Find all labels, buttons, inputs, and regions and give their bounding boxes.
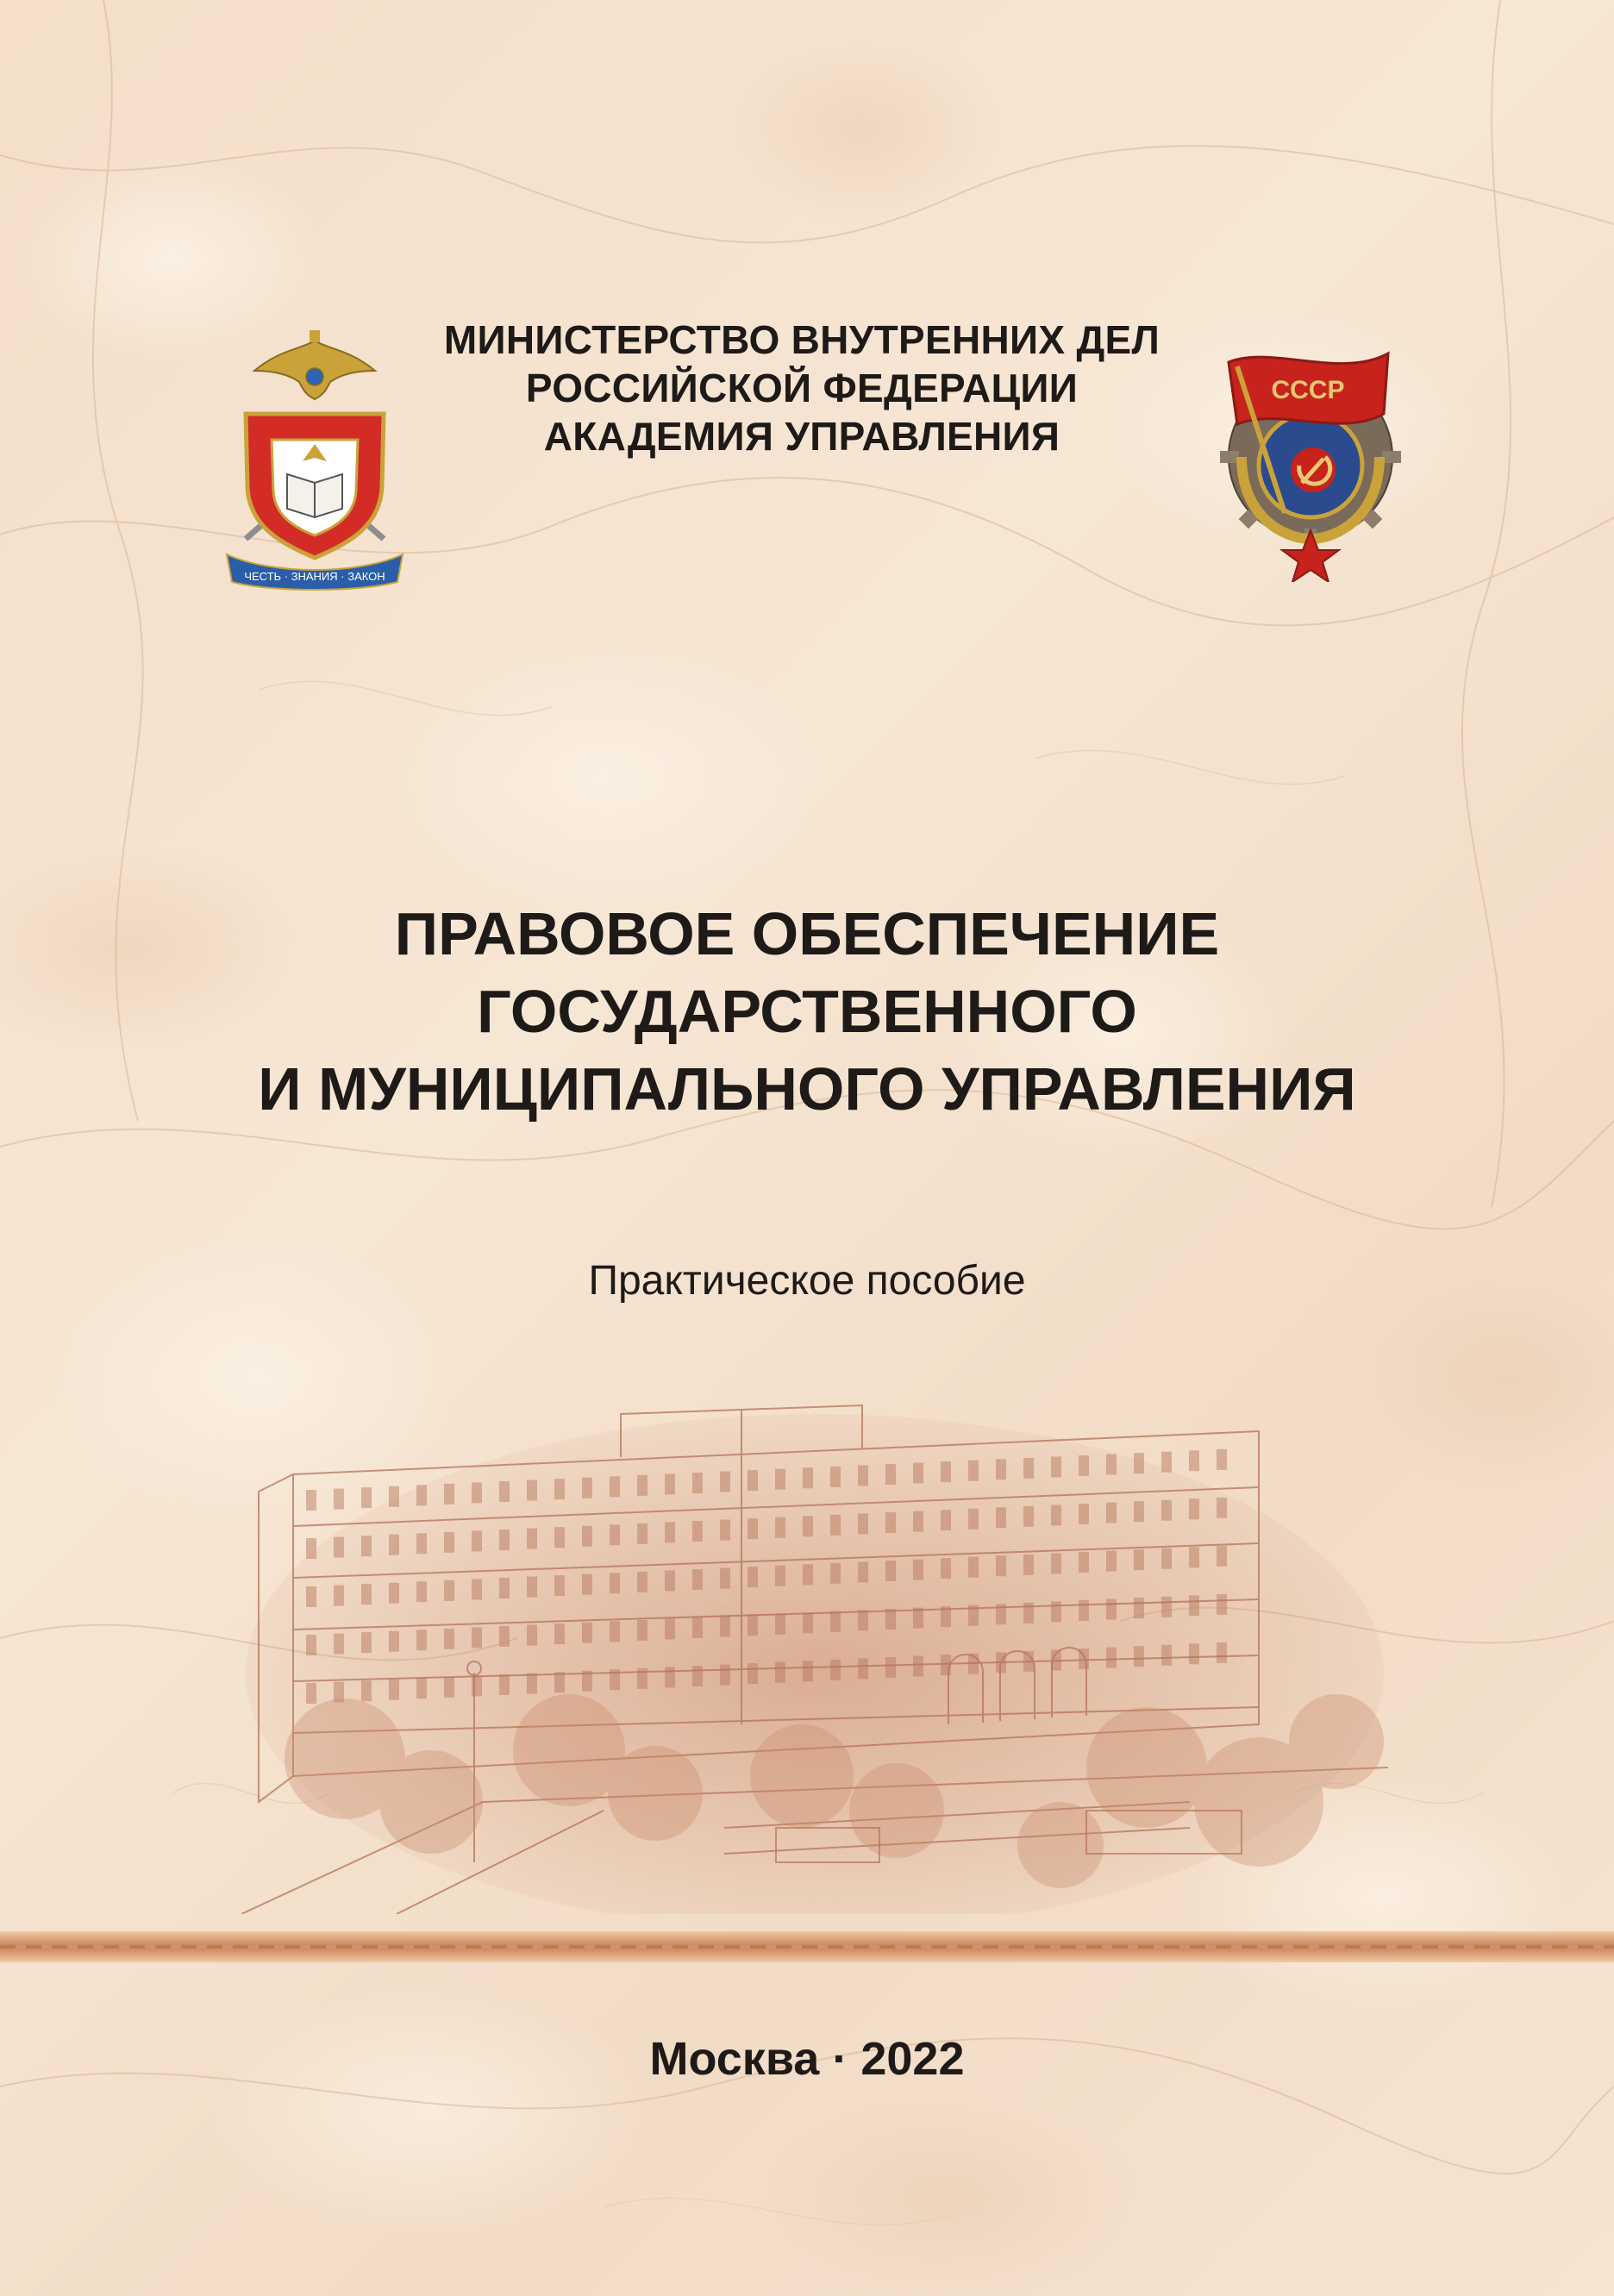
building-window	[1161, 1452, 1172, 1473]
building-window	[665, 1667, 675, 1687]
building-window	[472, 1482, 482, 1503]
building-window	[1217, 1594, 1227, 1615]
building-window	[306, 1683, 316, 1704]
building-window	[1051, 1553, 1061, 1573]
building-window	[1217, 1642, 1227, 1663]
building-window	[610, 1621, 620, 1642]
building-window	[748, 1663, 758, 1684]
building-window	[803, 1564, 813, 1585]
building-window	[885, 1657, 896, 1678]
building-window	[554, 1672, 565, 1692]
building-window	[334, 1634, 344, 1655]
building-window	[527, 1674, 537, 1694]
building-window	[1106, 1551, 1117, 1572]
building-window	[1106, 1648, 1117, 1668]
building-window	[1189, 1643, 1199, 1664]
building-window	[444, 1484, 454, 1505]
building-window	[968, 1605, 979, 1626]
building-window	[692, 1666, 703, 1686]
building-window	[610, 1573, 620, 1593]
ministry-header	[371, 316, 1233, 460]
building-window	[858, 1465, 868, 1486]
building-window	[913, 1656, 923, 1677]
building-window	[582, 1526, 592, 1547]
building-window	[996, 1604, 1006, 1624]
publication-city: Москва	[649, 2033, 820, 2085]
building-window	[1161, 1548, 1172, 1569]
building-window	[968, 1461, 979, 1481]
building-window	[1023, 1651, 1034, 1672]
building-window	[1023, 1555, 1034, 1575]
building-window	[913, 1511, 923, 1532]
building-window	[885, 1609, 896, 1630]
building-window	[334, 1489, 344, 1510]
publication-info	[548, 2032, 1066, 2086]
building-window	[527, 1529, 537, 1549]
building-window	[472, 1530, 482, 1551]
building-window	[361, 1536, 372, 1556]
building-window	[968, 1509, 979, 1530]
building-window	[1051, 1505, 1061, 1525]
building-window	[803, 1612, 813, 1633]
title-line-3: И МУНИЦИПАЛЬНОГО УПРАВЛЕНИЯ	[258, 1055, 1356, 1123]
building-window	[1134, 1453, 1144, 1473]
building-window	[720, 1617, 730, 1637]
building-window	[1023, 1458, 1034, 1479]
building-window	[941, 1655, 951, 1675]
building-window	[1079, 1504, 1089, 1524]
building-window	[885, 1464, 896, 1485]
building-window	[913, 1608, 923, 1629]
building-window	[610, 1669, 620, 1690]
building-window	[444, 1532, 454, 1553]
building-window	[665, 1570, 675, 1591]
building-window	[1217, 1498, 1227, 1518]
title-line-1: ПРАВОВОЕ ОБЕСПЕЧЕНИЕ	[394, 900, 1220, 967]
building-window	[1217, 1546, 1227, 1567]
building-window	[499, 1674, 510, 1695]
building-window	[554, 1527, 565, 1548]
building-window	[858, 1561, 868, 1582]
building-window	[582, 1478, 592, 1498]
building-window	[389, 1583, 399, 1604]
building-window	[472, 1579, 482, 1599]
building-window	[361, 1680, 372, 1701]
building-window	[830, 1515, 841, 1536]
building-window	[996, 1652, 1006, 1673]
banner-text: СССР	[1271, 376, 1345, 404]
building-window	[1079, 1455, 1089, 1476]
building-window	[554, 1575, 565, 1596]
building-window	[858, 1658, 868, 1679]
building-window	[1079, 1648, 1089, 1669]
building-window	[1023, 1506, 1034, 1527]
building-window	[1189, 1547, 1199, 1567]
building-window	[775, 1566, 785, 1586]
building-window	[1134, 1549, 1144, 1570]
building-window	[665, 1618, 675, 1639]
building-window	[858, 1513, 868, 1534]
building-window	[582, 1623, 592, 1643]
building-window	[996, 1459, 1006, 1480]
header-line-2: РОССИЙСКОЙ ФЕДЕРАЦИИ	[525, 366, 1079, 410]
building-window	[1106, 1599, 1117, 1620]
building-window	[941, 1461, 951, 1482]
building-window	[803, 1516, 813, 1536]
building-window	[996, 1555, 1006, 1576]
book-title	[160, 895, 1454, 1128]
building-window	[361, 1584, 372, 1605]
building-window	[499, 1578, 510, 1598]
building-window	[306, 1538, 316, 1559]
building-window	[692, 1569, 703, 1590]
building-window	[554, 1479, 565, 1499]
building-window	[444, 1677, 454, 1698]
building-window	[665, 1473, 675, 1494]
building-window	[416, 1678, 427, 1699]
building-window	[416, 1630, 427, 1650]
building-window	[996, 1507, 1006, 1528]
building-window	[830, 1563, 841, 1584]
building-window	[775, 1614, 785, 1635]
building-window	[1051, 1649, 1061, 1670]
building-window	[803, 1467, 813, 1488]
building-window	[748, 1470, 758, 1491]
building-window	[830, 1467, 841, 1487]
building-window	[858, 1610, 868, 1630]
building-window	[775, 1517, 785, 1538]
building-window	[775, 1469, 785, 1490]
publication-year: 2022	[860, 2033, 965, 2085]
building-window	[361, 1632, 372, 1653]
building-window	[748, 1615, 758, 1636]
building-window	[1051, 1456, 1061, 1477]
building-window	[968, 1557, 979, 1578]
header-line-1: МИНИСТЕРСТВО ВНУТРЕННИХ ДЕЛ	[443, 317, 1160, 362]
building-window	[913, 1463, 923, 1484]
building-window	[1134, 1646, 1144, 1667]
order-red-banner-icon	[1203, 328, 1418, 582]
building-window	[444, 1580, 454, 1601]
building-window	[416, 1533, 427, 1554]
building-window	[775, 1662, 785, 1683]
building-window	[1134, 1598, 1144, 1618]
building-window	[941, 1606, 951, 1627]
building-window	[1161, 1645, 1172, 1666]
building-window	[306, 1490, 316, 1511]
emblem-ribbon-text: ЧЕСТЬ · ЗНАНИЯ · ЗАКОН	[244, 570, 385, 583]
header-line-3: АКАДЕМИЯ УПРАВЛЕНИЯ	[543, 414, 1060, 459]
building-window	[610, 1476, 620, 1497]
building-window	[582, 1671, 592, 1692]
academy-building-illustration	[241, 1397, 1388, 1914]
title-line-2: ГОСУДАРСТВЕННОГО	[477, 978, 1137, 1045]
building-window	[1106, 1455, 1117, 1475]
building-window	[527, 1577, 537, 1598]
building-window	[527, 1625, 537, 1646]
building-window	[748, 1567, 758, 1587]
building-window	[830, 1660, 841, 1680]
building-window	[499, 1626, 510, 1647]
order-red-banner	[1203, 328, 1418, 582]
building-window	[527, 1480, 537, 1501]
book-subtitle: Практическое пособие	[588, 1258, 1026, 1304]
building-window	[1106, 1503, 1117, 1523]
building-window	[334, 1586, 344, 1606]
building-window	[692, 1617, 703, 1638]
building-window	[1051, 1601, 1061, 1622]
building-window	[1217, 1449, 1227, 1470]
building-window	[389, 1631, 399, 1652]
separator: ·	[832, 2033, 848, 2085]
decorative-band-pattern	[0, 1945, 1614, 1949]
building-window	[306, 1635, 316, 1655]
building-window	[1161, 1500, 1172, 1521]
building-window	[1134, 1501, 1144, 1522]
building-window	[748, 1518, 758, 1539]
building-window	[637, 1620, 647, 1641]
building-window	[885, 1512, 896, 1533]
building-window	[389, 1680, 399, 1700]
building-window	[472, 1675, 482, 1696]
building-window	[416, 1581, 427, 1602]
building-window	[692, 1521, 703, 1542]
building-window	[720, 1520, 730, 1541]
building-window	[720, 1568, 730, 1589]
building-window	[416, 1485, 427, 1505]
building-window	[554, 1623, 565, 1644]
building-window	[499, 1530, 510, 1550]
building-window	[1079, 1552, 1089, 1573]
building-window	[1189, 1498, 1199, 1519]
building-window	[610, 1524, 620, 1545]
building-window	[968, 1654, 979, 1674]
building-window	[1079, 1600, 1089, 1621]
building-window	[1189, 1595, 1199, 1616]
building-window	[665, 1522, 675, 1542]
building-window	[499, 1481, 510, 1502]
building-window	[637, 1523, 647, 1544]
building-window	[637, 1572, 647, 1592]
building-window	[941, 1510, 951, 1530]
building-window	[389, 1535, 399, 1555]
building-window	[692, 1473, 703, 1493]
building-window	[803, 1661, 813, 1681]
building-window	[720, 1472, 730, 1492]
building-window	[941, 1558, 951, 1579]
building-window	[1023, 1603, 1034, 1623]
building-window	[472, 1627, 482, 1648]
building-window	[389, 1486, 399, 1507]
building-window	[637, 1668, 647, 1689]
building-window	[444, 1629, 454, 1649]
building-window	[1161, 1597, 1172, 1617]
building-window	[830, 1611, 841, 1632]
building-window	[885, 1561, 896, 1581]
building-window	[720, 1665, 730, 1686]
building-window	[913, 1560, 923, 1580]
building-window	[637, 1475, 647, 1496]
building-window	[334, 1537, 344, 1558]
building-window	[582, 1574, 592, 1595]
building-window	[361, 1487, 372, 1508]
building-window	[306, 1586, 316, 1607]
building-window	[1189, 1450, 1199, 1471]
